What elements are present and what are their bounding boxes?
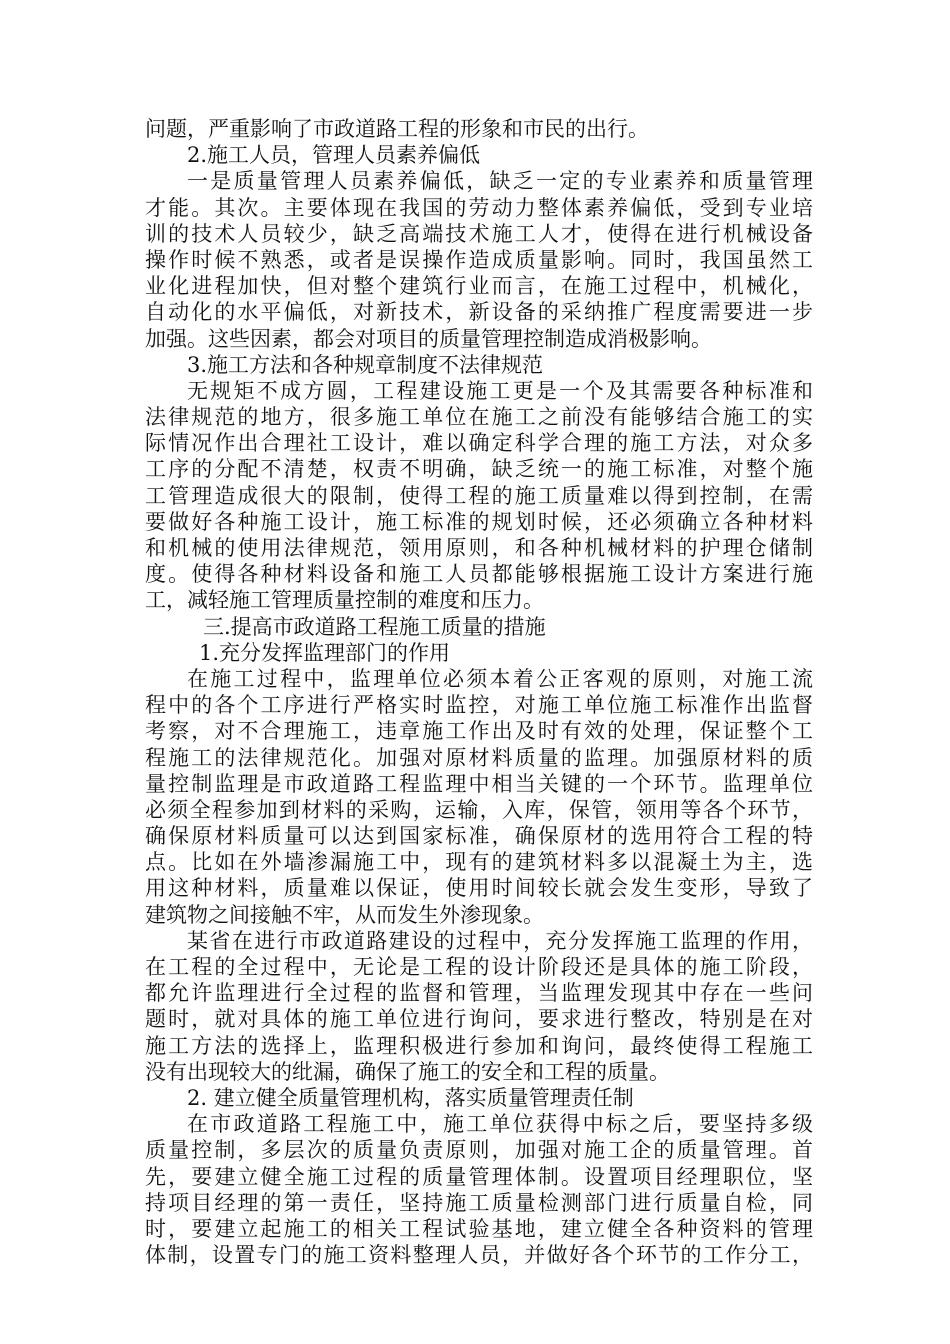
paragraph-line: 点。比如在外墙渗漏施工中，现有的建筑材料多以混凝土为主，选 [145,850,813,875]
paragraph-line: 在施工过程中，监理单位必须本着公正客观的原则，对施工流 [187,666,813,691]
paragraph-line: 际情况作出合理社工设计，难以确定科学合理的施工方法，对众多 [145,431,813,456]
paragraph-line: 时，要建立起施工的相关工程试验基地，建立健全各种资料的管理 [145,1216,813,1241]
paragraph-line: 程施工的法律规范化。加强对原材料质量的监理。加强原材料的质 [145,745,813,770]
chapter-heading: 三.提高市政道路工程施工质量的措施 [203,614,546,639]
paragraph-line: 工，减轻施工管理质量控制的难度和压力。 [145,588,544,613]
paragraph-line: 量控制监理是市政道路工程监理中相当关键的一个环节。监理单位 [145,771,813,796]
paragraph-line: 工序的分配不清楚，权责不明确，缺乏统一的施工标准，对整个施 [145,457,813,482]
paragraph-line: 要做好各种施工设计，施工标准的规划时候，还必须确立各种材料 [145,509,813,534]
paragraph-line: 操作时候不熟悉，或者是误操作造成质量影响。同时，我国虽然工 [145,247,813,272]
paragraph-line: 业化进程加快，但对整个建筑行业而言，在施工过程中，机械化， [145,274,813,299]
paragraph-line: 施工方法的选择上，监理积极进行参加和询问，最终使得工程施工 [145,1033,813,1058]
paragraph-line: 在市政道路工程施工中，施工单位获得中标之后，要坚持多级 [187,1112,813,1137]
section-heading: 2. 建立健全质量管理机构，落实质量管理责任制 [187,1085,634,1110]
paragraph-line: 才能。其次。主要体现在我国的劳动力整体素养偏低，受到专业培 [145,195,813,220]
paragraph-line: 没有出现较大的纰漏，确保了施工的安全和工程的质量。 [145,1059,670,1084]
paragraph-line: 法律规范的地方，很多施工单位在施工之前没有能够结合施工的实 [145,405,813,430]
paragraph-line: 无规矩不成方圆，工程建设施工更是一个及其需要各种标准和 [187,378,813,403]
paragraph-line: 工管理造成很大的限制，使得工程的施工质量难以得到控制，在需 [145,483,813,508]
section-heading: 3.施工方法和各种规章制度不法律规范 [187,352,544,377]
paragraph-line: 训的技术人员较少，缺乏高端技术施工人才，使得在进行机械设备 [145,221,813,246]
paragraph-line: 一是质量管理人员素养偏低，缺乏一定的专业素养和质量管理 [187,169,813,194]
paragraph-line: 建筑物之间接触不牢，从而发生外渗现象。 [145,902,544,927]
paragraph-line: 自动化的水平偏低，对新技术，新设备的采纳推广程度需要进一步 [145,300,813,325]
paragraph-line: 和机械的使用法律规范，领用原则，和各种机械材料的护理仓储制 [145,536,813,560]
section-heading: 2.施工人员，管理人员素养偏低 [187,143,481,168]
paragraph-line: 题时，就对具体的施工单位进行询问，要求进行整改，特别是在对 [145,1007,813,1032]
paragraph-line: 加强。这些因素，都会对项目的质量管理控制造成消极影响。 [145,326,712,351]
paragraph-line: 先，要建立健全施工过程的质量管理体制。设置项目经理职位，坚 [145,1164,813,1189]
paragraph-line: 质量控制，多层次的质量负责原则，加强对施工企的质量管理。首 [145,1138,813,1163]
paragraph-line: 体制，设置专门的施工资料整理人员，并做好各个环节的工作分工， [145,1243,813,1268]
paragraph-line: 考察，对不合理施工，违章施工作出及时有效的处理，保证整个工 [145,719,813,744]
paragraph-line: 某省在进行市政道路建设的过程中，充分发挥施工监理的作用， [187,928,813,953]
paragraph-line: 确保原材料质量可以达到国家标准，确保原材的选用符合工程的特 [145,824,813,849]
paragraph-line: 用这种材料，质量难以保证，使用时间较长就会发生变形，导致了 [145,876,813,901]
paragraph-line: 程中的各个工序进行严格实时监控，对施工单位施工标准作出监督 [145,693,813,718]
paragraph-line: 持项目经理的第一责任，坚持施工质量检测部门进行质量自检，同 [145,1190,813,1215]
paragraph-line: 在工程的全过程中，无论是工程的设计阶段还是具体的施工阶段， [145,955,813,979]
section-heading: 1.充分发挥监理部门的作用 [199,640,451,665]
document-body [145,116,813,1268]
paragraph-line: 度。使得各种材料设备和施工人员都能够根据施工设计方案进行施 [145,562,813,587]
paragraph-line: 必须全程参加到材料的采购，运输，入库，保管，领用等各个环节， [145,797,813,822]
paragraph-line: 都允许监理进行全过程的监督和管理，当监理发现其中存在一些问 [145,981,813,1006]
paragraph-line: 问题，严重影响了市政道路工程的形象和市民的出行。 [145,117,649,141]
